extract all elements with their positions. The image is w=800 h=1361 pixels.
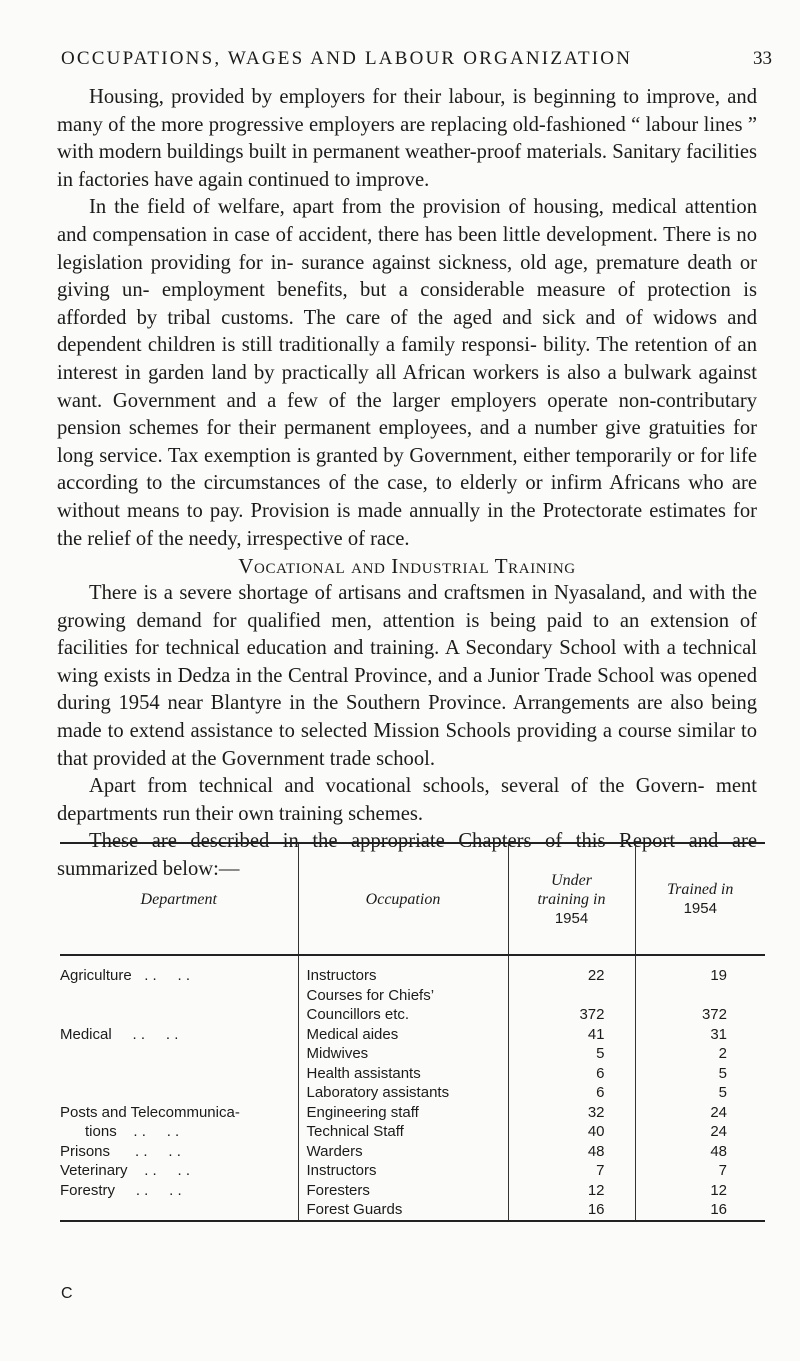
cell-under-training: 40 [508, 1122, 635, 1142]
cell-department: Forestry . . . . [60, 1181, 182, 1199]
cell-occupation: Laboratory assistants [298, 1083, 508, 1103]
cell-trained: 5 [635, 1064, 765, 1084]
cell-occupation: Instructors [298, 955, 508, 986]
cell-occupation: Courses for Chiefs’ [298, 986, 508, 1006]
cell-occupation: Councillors etc. [298, 1005, 508, 1025]
table-row [60, 1181, 765, 1201]
cell-department: Agriculture . . . . [60, 967, 191, 984]
cell-occupation: Technical Staff [298, 1122, 508, 1142]
cell-occupation: Foresters [298, 1181, 508, 1201]
cell-department: tions . . . . [60, 1123, 180, 1140]
paragraph-summary-intro: These are described in the appropriate Chapters of this Report and are summarized below:— [57, 830, 757, 881]
table-row [60, 1200, 765, 1221]
cell-occupation: Forest Guards [298, 1200, 508, 1221]
table-row [60, 1142, 765, 1162]
table-row [60, 1083, 765, 1103]
cell-under-training: 16 [508, 1200, 635, 1221]
cell-trained: 16 [635, 1200, 765, 1221]
page-body [57, 48, 772, 884]
cell-department [60, 1064, 298, 1084]
paragraph-govt-schemes: Apart from technical and vocational schools, several of the Govern- ment departments run their own training schemes. [57, 775, 757, 825]
cell-trained [635, 986, 765, 1006]
training-table [60, 842, 765, 1222]
cell-under-training: 6 [508, 1083, 635, 1103]
cell-department [60, 1083, 298, 1103]
cell-trained: 31 [635, 1025, 765, 1045]
cell-under-training: 372 [508, 1005, 635, 1025]
running-title: OCCUPATIONS, WAGES AND LABOUR ORGANIZATION [61, 48, 633, 69]
cell-occupation: Engineering staff [298, 1103, 508, 1123]
paragraph-housing: Housing, provided by employers for their labour, is beginning to improve, and many of the more progressive employers are replacing old-fashioned “ labour lines ” with modern buildings built in permanent weather-proof materials. Sanitary facilities in factories have again continued to improve. [57, 86, 757, 191]
table-row [60, 955, 765, 986]
paragraph-training: There is a severe shortage of artisans and craftsmen in Nyasaland, and with the growing demand for qualified men, attention is being paid to an extension of facilities for technical education and training. A Secondary School with a technical wing exists in Dedza in the Central Province, and a Junior Trade School was opened during 1954 near Blantyre in the Southern Province. Arrangements are also being made to extend assistance to selected Mission Schools providing a course similar to that provided at the Government trade school. [57, 582, 757, 770]
cell-occupation: Medical aides [298, 1025, 508, 1045]
cell-department [60, 1200, 298, 1221]
cell-under-training: 32 [508, 1103, 635, 1123]
cell-under-training: 7 [508, 1161, 635, 1181]
cell-under-training: 22 [508, 955, 635, 986]
table-header [60, 843, 765, 955]
cell-trained: 19 [635, 955, 765, 986]
cell-department [60, 1044, 298, 1064]
cell-department: Veterinary . . . . [60, 1162, 191, 1179]
cell-department: Posts and Telecommunica- [60, 1103, 240, 1121]
cell-trained: 372 [635, 1005, 765, 1025]
cell-occupation: Instructors [298, 1161, 508, 1181]
cell-trained: 2 [635, 1044, 765, 1064]
cell-trained: 12 [635, 1181, 765, 1201]
cell-occupation: Midwives [298, 1044, 508, 1064]
cell-department: Prisons . . . . [60, 1142, 181, 1160]
cell-trained: 7 [635, 1161, 765, 1181]
cell-under-training: 6 [508, 1064, 635, 1084]
header-trained: Trained in 1954 [635, 843, 765, 955]
cell-under-training: 5 [508, 1044, 635, 1064]
table-row [60, 986, 765, 1006]
cell-trained: 48 [635, 1142, 765, 1162]
cell-occupation: Health assistants [298, 1064, 508, 1084]
running-header [57, 48, 772, 84]
cell-trained: 24 [635, 1103, 765, 1123]
table-row [60, 1064, 765, 1084]
cell-under-training: 41 [508, 1025, 635, 1045]
cell-department [60, 986, 298, 1006]
table-row [60, 1103, 765, 1123]
table-row [60, 1161, 765, 1181]
header-occupation: Occupation [298, 843, 508, 955]
cell-trained: 24 [635, 1122, 765, 1142]
table-row [60, 1122, 765, 1142]
page-number: 33 [753, 48, 772, 69]
header-under-training: Under training in 1954 [508, 843, 635, 955]
cell-under-training [508, 986, 635, 1006]
header-department: Department [60, 843, 298, 955]
cell-under-training: 12 [508, 1181, 635, 1201]
cell-trained: 5 [635, 1083, 765, 1103]
signature-mark: C [61, 1285, 73, 1302]
table-row [60, 1025, 765, 1045]
paragraph-welfare: In the field of welfare, apart from the provision of housing, medical attention and compensation in case of accident, there has been little development. There is no legislation providing for in- surance against sickness, old age, premature death or giving un- employment benefits, but a considerable measure of protection is afforded by tribal customs. The care of the aged and sick and of widows and dependent children is still traditionally a family responsi- bility. The retention of an interest in garden land by practically all African workers is also a bulwark against want. Government and a few of the larger employers operate non-contributary pension schemes for their permanent employees, and a number give gratuities for long service. Tax exemption is granted by Government, either temporarily or for life according to the circumstances of the case, to elderly or infirm Africans who are without means to pay. Provision is made annually in the Protectorate estimates for the relief of the needy, irrespective of race. [57, 196, 757, 550]
table-row [60, 1005, 765, 1025]
table-row [60, 1044, 765, 1064]
cell-occupation: Warders [298, 1142, 508, 1162]
table-body [60, 955, 765, 1221]
cell-department [60, 1005, 298, 1025]
section-heading: Vocational and Industrial Training [238, 554, 576, 579]
cell-department: Medical . . . . [60, 1025, 179, 1043]
cell-under-training: 48 [508, 1142, 635, 1162]
